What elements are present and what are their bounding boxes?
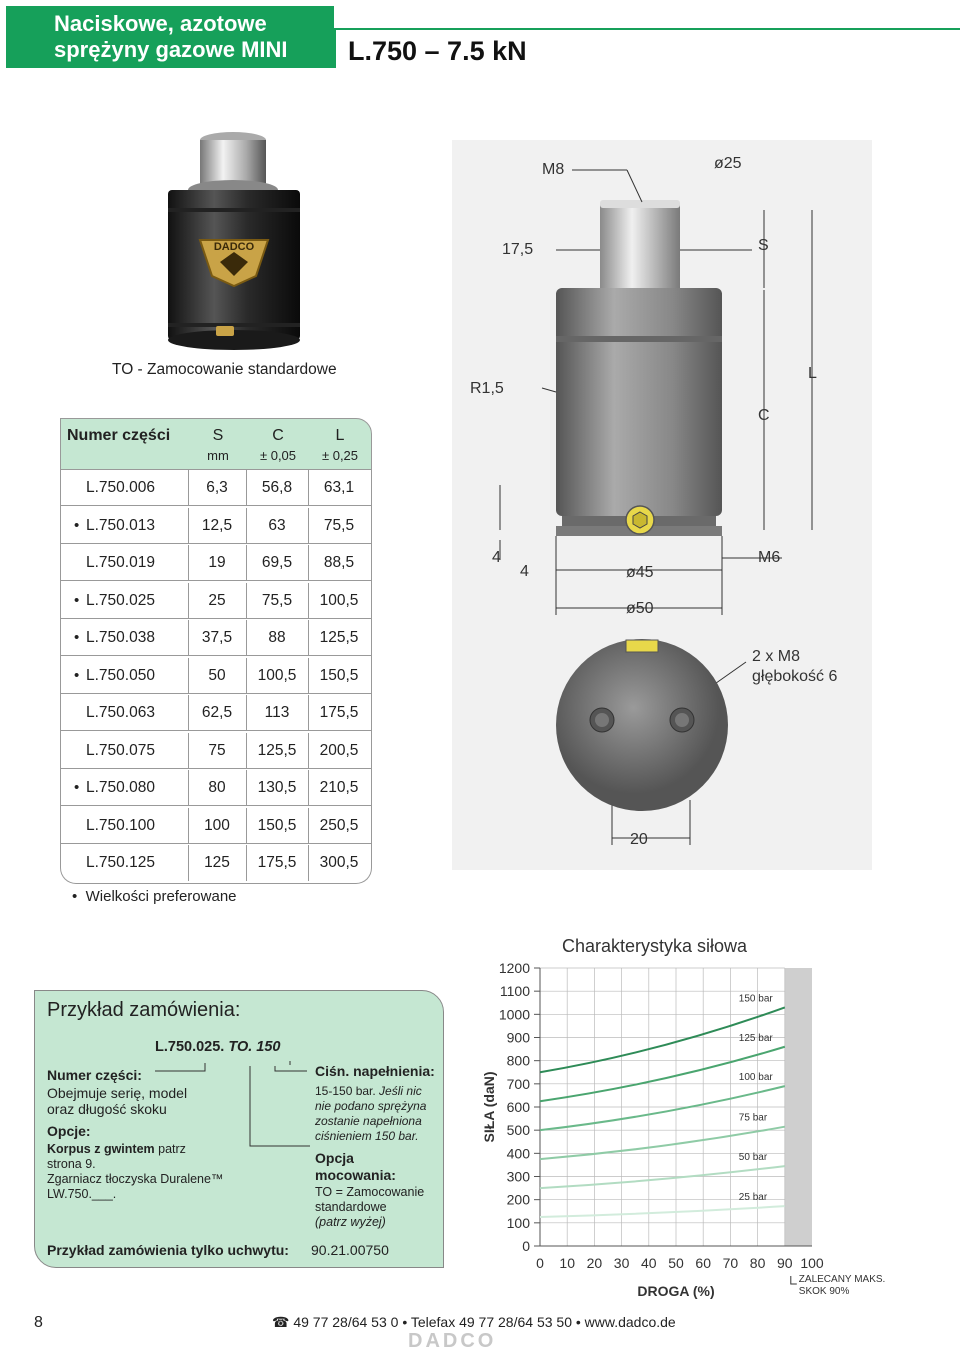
col-c-header: C xyxy=(272,427,284,444)
order-pressure-label: Ciśn. napełnienia: xyxy=(315,1063,435,1079)
y-tick-label: 700 xyxy=(506,1075,530,1092)
table-row xyxy=(60,545,372,581)
cell-part: L.750.063 xyxy=(86,704,155,721)
shaded-region xyxy=(785,968,812,1246)
order-option1-line2: strona 9. xyxy=(47,1157,96,1171)
cell-part: L.750.075 xyxy=(86,741,155,759)
cell-part: L.750.038 xyxy=(86,629,155,646)
series-label: 75 bar xyxy=(738,1112,768,1124)
footer-contact: ☎ 49 77 28/64 53 0 • Telefax 49 77 28/64 53 50 • www.dadco.de xyxy=(272,1314,676,1330)
cell-part: L.750.006 xyxy=(86,479,155,496)
order-part-label: Numer części: xyxy=(47,1067,142,1083)
cell-c: 113 xyxy=(264,704,290,721)
table-row xyxy=(60,733,372,769)
series-line xyxy=(540,1166,785,1188)
cell-c: 150,5 xyxy=(257,816,297,834)
cell-s: 50 xyxy=(208,666,226,684)
y-tick-label: 400 xyxy=(506,1145,530,1162)
cell-s: 80 xyxy=(208,779,226,796)
cell-s: 12,5 xyxy=(201,516,233,534)
x-tick-label: 40 xyxy=(641,1255,657,1271)
cell-c: 75,5 xyxy=(261,591,293,609)
cell-l: 300,5 xyxy=(319,854,359,871)
order-mount-line1: TO = Zamocowanie xyxy=(315,1185,425,1199)
cell-l: 125,5 xyxy=(319,629,359,646)
cell-s: 6,3 xyxy=(206,479,228,496)
dim-thread-line2: głębokość 6 xyxy=(752,668,838,685)
series-label: 50 bar xyxy=(738,1152,768,1164)
header-model: L.750 – 7.5 kN xyxy=(348,36,527,66)
cell-l: 200,5 xyxy=(319,741,359,759)
x-tick-label: 100 xyxy=(800,1255,824,1271)
x-tick-label: 30 xyxy=(613,1255,630,1271)
x-tick-label: 20 xyxy=(586,1255,603,1271)
table-row xyxy=(60,770,372,806)
order-mount-label2: mocowania: xyxy=(315,1167,396,1183)
x-tick-label: 10 xyxy=(559,1255,575,1271)
cell-s: 100 xyxy=(204,816,230,834)
order-pressure-note2: nie podano sprężyna xyxy=(315,1099,427,1113)
technical-drawing xyxy=(452,140,872,870)
y-axis-label: SIŁA (daN) xyxy=(481,1071,497,1143)
order-bottom-code: 90.21.00750 xyxy=(311,1242,389,1258)
header-title-box xyxy=(6,6,334,68)
cell-s: 19 xyxy=(208,554,226,571)
table-row xyxy=(60,845,372,881)
col-s-header: S xyxy=(212,427,224,444)
y-tick-label: 0 xyxy=(522,1238,530,1254)
cell-l: 250,5 xyxy=(319,816,359,834)
table-row xyxy=(60,695,372,731)
order-code-part: L.750.025. xyxy=(155,1039,225,1055)
dim-4-b: 4 xyxy=(520,563,529,580)
preferred-note xyxy=(72,888,237,905)
order-pressure-range: 15-150 bar. xyxy=(315,1084,376,1098)
x-axis-label: DROGA (%) xyxy=(637,1283,715,1299)
photo-brand-text: DADCO xyxy=(213,241,255,253)
dim-d25: ø25 xyxy=(714,155,742,172)
table-row xyxy=(60,620,372,656)
cell-l: 210,5 xyxy=(319,779,359,796)
series-label: 100 bar xyxy=(738,1072,773,1084)
chart-title: Charakterystyka siłowa xyxy=(562,936,748,956)
cell-s: 37,5 xyxy=(201,629,233,646)
preferred-bullet: • xyxy=(74,779,80,796)
dim-d45: ø45 xyxy=(626,564,654,581)
order-title: Przykład zamówienia: xyxy=(47,999,241,1021)
order-mount-line2: standardowe xyxy=(315,1200,387,1214)
table-header xyxy=(60,418,372,470)
x-tick-label: 50 xyxy=(668,1255,684,1271)
x-tick-label: 0 xyxy=(536,1255,544,1271)
order-pressure-note1: Jeśli nic xyxy=(375,1084,422,1098)
series-label: 25 bar xyxy=(738,1192,768,1204)
dim-l: L xyxy=(808,365,817,382)
dim-s: S xyxy=(758,237,769,254)
standard-mount-caption: TO - Zamocowanie standardowe xyxy=(112,361,337,378)
force-chart xyxy=(476,928,960,1308)
product-photo xyxy=(160,128,310,360)
cell-c: 56,8 xyxy=(261,479,293,496)
dim-m8: M8 xyxy=(542,161,565,178)
y-tick-label: 1100 xyxy=(499,983,530,1000)
series-label: 125 bar xyxy=(738,1032,773,1044)
table-row xyxy=(60,583,372,619)
y-tick-label: 500 xyxy=(506,1122,530,1139)
col-l-header: L xyxy=(335,427,345,444)
preferred-text: Wielkości preferowane xyxy=(85,888,237,905)
header-title-line2: sprężyny gazowe MINI xyxy=(54,37,288,62)
order-part-desc2: oraz długość skoku xyxy=(47,1101,167,1117)
dim-d50: ø50 xyxy=(626,600,654,617)
dim-17-5: 17,5 xyxy=(502,241,534,258)
order-option2-line2: LW.750.___. xyxy=(47,1187,117,1201)
cell-s: 25 xyxy=(208,591,226,609)
y-tick-label: 200 xyxy=(506,1191,530,1208)
header-title-line1: Naciskowe, azotowe xyxy=(54,11,267,36)
dim-20: 20 xyxy=(630,831,648,848)
order-mount-label1: Opcja xyxy=(315,1150,354,1166)
table-row xyxy=(60,658,372,694)
x-tick-label: 90 xyxy=(777,1255,793,1271)
cell-c: 100,5 xyxy=(257,666,297,684)
y-tick-label: 900 xyxy=(506,1029,530,1046)
cell-part: L.750.125 xyxy=(86,854,155,871)
preferred-bullet: • xyxy=(74,591,80,609)
cell-part: L.750.019 xyxy=(86,554,155,571)
cell-c: 63 xyxy=(268,516,286,534)
preferred-bullet: • xyxy=(72,888,78,905)
col-l-tolerance: ± 0,25 xyxy=(321,448,359,463)
series-line xyxy=(540,1206,785,1217)
preferred-bullet: • xyxy=(74,629,80,646)
cell-s: 62,5 xyxy=(201,704,233,721)
y-tick-label: 300 xyxy=(506,1168,530,1185)
note-leader xyxy=(791,1276,797,1284)
y-tick-label: 800 xyxy=(506,1052,530,1069)
cell-l: 63,1 xyxy=(323,479,355,496)
dim-m6: M6 xyxy=(758,549,781,566)
cell-l: 75,5 xyxy=(323,516,355,534)
table-row xyxy=(60,808,372,844)
footer-logo: DADCO xyxy=(408,1330,497,1352)
table-row xyxy=(60,508,372,544)
cell-part: L.750.080 xyxy=(86,779,155,796)
max-stroke-note-line2: SKOK 90% xyxy=(798,1286,850,1297)
order-option1 xyxy=(47,1142,186,1156)
cell-part: L.750.025 xyxy=(86,591,155,609)
y-tick-label: 600 xyxy=(506,1099,530,1115)
order-pressure-line1 xyxy=(315,1084,422,1098)
dim-r1-5: R1,5 xyxy=(470,380,504,397)
order-pressure-note4: ciśnieniem 150 bar. xyxy=(315,1129,419,1143)
cell-s: 75 xyxy=(208,741,226,759)
cell-part: L.750.050 xyxy=(86,666,155,684)
cell-l: 175,5 xyxy=(319,704,359,721)
order-option1-bold: Korpus z gwintem xyxy=(47,1142,155,1156)
table-row xyxy=(60,470,372,506)
order-code-options: TO. 150 xyxy=(224,1039,281,1055)
x-tick-label: 70 xyxy=(722,1255,739,1271)
order-example xyxy=(34,990,444,1268)
order-option2-line1: Zgarniacz tłoczyska Duralene™ xyxy=(47,1172,224,1186)
order-part-desc1: Obejmuje serię, model xyxy=(47,1085,188,1101)
order-bottom-label: Przykład zamówienia tylko uchwytu: xyxy=(47,1242,289,1258)
cell-c: 69,5 xyxy=(261,554,293,571)
cell-l: 100,5 xyxy=(319,591,359,609)
y-tick-label: 100 xyxy=(506,1214,530,1231)
col-s-unit: mm xyxy=(207,448,229,463)
series-label: 150 bar xyxy=(738,993,773,1005)
col-part-header: Numer części xyxy=(67,427,171,444)
cell-l: 88,5 xyxy=(323,554,355,571)
y-tick-label: 1000 xyxy=(498,1006,530,1023)
cell-s: 125 xyxy=(204,854,230,871)
page-number: 8 xyxy=(34,1314,43,1331)
cell-c: 130,5 xyxy=(257,779,297,796)
x-tick-label: 80 xyxy=(749,1255,766,1271)
cell-c: 175,5 xyxy=(257,854,297,871)
cell-part: L.750.013 xyxy=(86,516,155,534)
cell-l: 150,5 xyxy=(319,666,359,684)
cell-c: 125,5 xyxy=(257,741,297,759)
order-mount-line3: (patrz wyżej) xyxy=(315,1215,386,1229)
dim-thread-line1: 2 x M8 xyxy=(752,648,801,665)
max-stroke-note-line1: ZALECANY MAKS. xyxy=(798,1274,886,1285)
dim-4-a: 4 xyxy=(492,549,501,566)
preferred-bullet: • xyxy=(74,516,80,534)
y-tick-label: 1200 xyxy=(498,960,530,976)
cell-part: L.750.100 xyxy=(86,816,155,834)
order-option1-rest: patrz xyxy=(154,1142,186,1156)
cell-c: 88 xyxy=(268,629,286,646)
preferred-bullet: • xyxy=(74,666,80,684)
col-c-tolerance: ± 0,05 xyxy=(259,448,297,463)
order-options-label: Opcje: xyxy=(47,1123,91,1139)
x-tick-label: 60 xyxy=(695,1255,711,1271)
dim-c: C xyxy=(758,407,770,424)
order-pressure-note3: zostanie napełniona xyxy=(315,1114,422,1128)
